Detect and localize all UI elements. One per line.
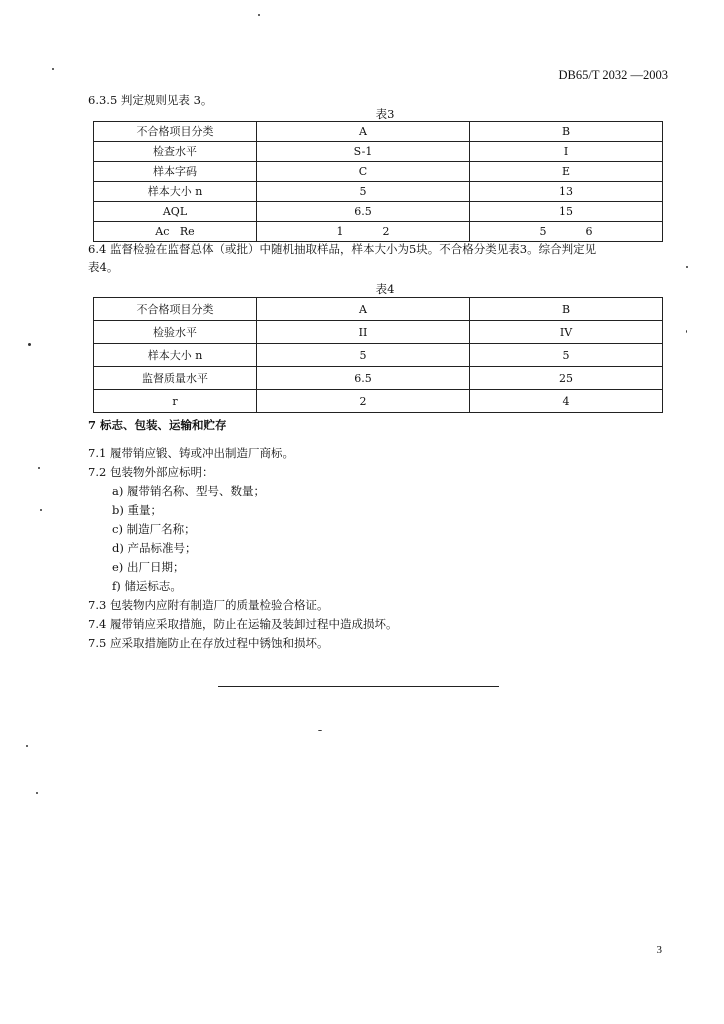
- table-row: [94, 142, 663, 162]
- scan-speck: [686, 266, 688, 268]
- table-cell: 不合格项目分类: [94, 298, 257, 321]
- clause-6-4-line1: 6.4 监督检验在监督总体（或批）中随机抽取样品，样本大小为5块。不合格分类见表3。综合判定见: [88, 242, 597, 256]
- table-cell: 6.5: [257, 367, 470, 390]
- table-cell: 样本大小 n: [94, 182, 257, 202]
- table-cell: AQL: [94, 202, 257, 222]
- ac-value: 1: [336, 225, 344, 238]
- standard-number: DB65/T 2032 —2003: [558, 68, 668, 82]
- section-7-heading: 7 标志、包装、运输和贮存: [88, 418, 227, 432]
- table-cell: 5: [257, 344, 470, 367]
- scan-speck: [52, 68, 54, 70]
- table-cell: 检验水平: [94, 321, 257, 344]
- re-value: 6: [585, 225, 593, 238]
- table-cell: B: [470, 122, 663, 142]
- table-row: [94, 298, 663, 321]
- table-cell: [470, 222, 663, 242]
- table-cell: [257, 222, 470, 242]
- list-item: f) 储运标志。: [112, 579, 182, 593]
- table-cell: r: [94, 390, 257, 413]
- list-item: b) 重量；: [112, 503, 163, 517]
- scan-speck: [318, 730, 322, 731]
- table-cell: 5: [470, 344, 663, 367]
- re-value: 2: [382, 225, 390, 238]
- table-row: [94, 321, 663, 344]
- table-row: [94, 182, 663, 202]
- table-cell: 13: [470, 182, 663, 202]
- table-cell: I: [470, 142, 663, 162]
- clause-6-4-line2: 表4。: [88, 260, 119, 274]
- table4: [93, 297, 663, 413]
- clause-7-5: 7.5 应采取措施防止在存放过程中锈蚀和损坏。: [88, 636, 329, 650]
- list-item: a) 履带销名称、型号、数量；: [112, 484, 265, 498]
- table-cell: 检查水平: [94, 142, 257, 162]
- table-cell: IV: [470, 321, 663, 344]
- table-cell: S-1: [257, 142, 470, 162]
- table4-caption: 表4: [375, 282, 395, 296]
- table-row: [94, 344, 663, 367]
- clause-7-2: 7.2 包装物外部应标明：: [88, 465, 214, 479]
- table-cell: B: [470, 298, 663, 321]
- table-cell: 15: [470, 202, 663, 222]
- scan-speck: [26, 745, 28, 747]
- scan-speck: [686, 330, 687, 333]
- table-cell: 25: [470, 367, 663, 390]
- scan-speck: [40, 509, 42, 511]
- scan-speck: [38, 467, 40, 469]
- table3-caption: 表3: [375, 107, 395, 121]
- table-row: [94, 202, 663, 222]
- list-item: d) 产品标准号；: [112, 541, 197, 555]
- table-cell: 4: [470, 390, 663, 413]
- table-row: [94, 162, 663, 182]
- list-item: e) 出厂日期；: [112, 560, 185, 574]
- scan-speck: [258, 14, 260, 16]
- table-cell: 样本大小 n: [94, 344, 257, 367]
- scan-speck: [36, 792, 38, 794]
- end-rule: [218, 686, 499, 687]
- ac-value: 5: [539, 225, 547, 238]
- table-cell: 监督质量水平: [94, 367, 257, 390]
- clause-7-3: 7.3 包装物内应附有制造厂的质量检验合格证。: [88, 598, 329, 612]
- list-item: c) 制造厂名称；: [112, 522, 196, 536]
- table-cell: 样本字码: [94, 162, 257, 182]
- table-cell: E: [470, 162, 663, 182]
- table-row: [94, 367, 663, 390]
- table-cell: A: [257, 298, 470, 321]
- table-cell: 2: [257, 390, 470, 413]
- page-number: 3: [656, 944, 662, 956]
- table-cell: A: [257, 122, 470, 142]
- table-cell: II: [257, 321, 470, 344]
- clause-6-3-5: 6.3.5 判定规则见表 3。: [88, 93, 213, 107]
- scan-speck: [28, 343, 31, 346]
- table-row: [94, 222, 663, 242]
- table3: [93, 121, 663, 242]
- table-cell: 不合格项目分类: [94, 122, 257, 142]
- table-cell: 6.5: [257, 202, 470, 222]
- clause-7-1: 7.1 履带销应锻、铸或冲出制造厂商标。: [88, 446, 294, 460]
- table-row: [94, 390, 663, 413]
- table-cell: Ac Re: [94, 222, 257, 242]
- table-row: [94, 122, 663, 142]
- table-cell: 5: [257, 182, 470, 202]
- table-cell: C: [257, 162, 470, 182]
- clause-7-4: 7.4 履带销应采取措施，防止在运输及装卸过程中造成损坏。: [88, 617, 398, 631]
